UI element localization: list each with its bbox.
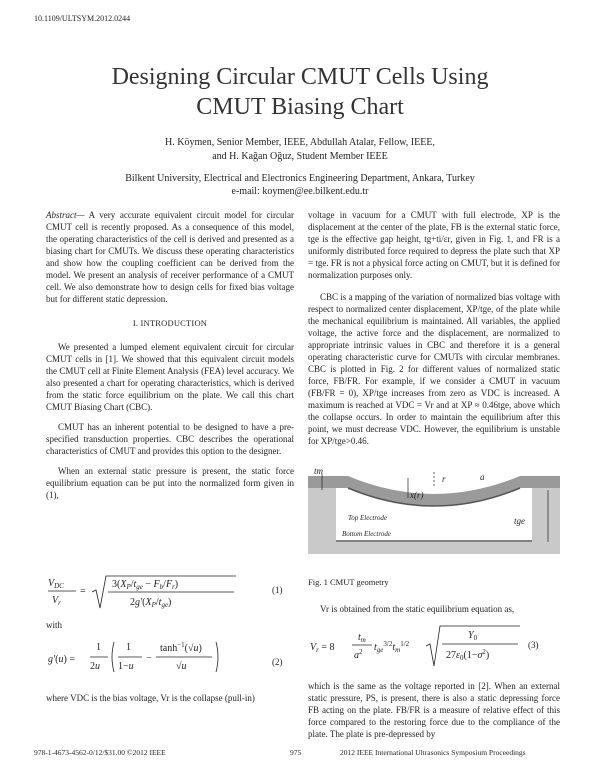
label-r: r (442, 474, 446, 484)
svg-text:27ε0(1−σ2): $27\varepsilon_0(1-\sigma^2)$ (446, 648, 490, 662)
cmut-geometry-figure (308, 468, 560, 570)
svg-text:tm: $t_m$ (358, 632, 366, 644)
right-paragraph-2: CBC is a mapping of the variation of normalized bias voltage with respect to normalized center displacement, XP/tge, of the plate while the mechanical equilibrium is maintained. All variables, the applied voltage, the active force and the displacement, are normalized to appropriate intrinsic values in CBC and therefore it is a general operating characteristic curve for CMUTs with circular membranes. CBC is plotted in Fig. 2 for different values of normalized static force, FB/FR. For example, if we consider a CMUT in vacuum (FB/FR = 0), XP/tge increases from zero as VDC is increased. A maximum is reached at VDC = Vr and at XP ≈ 0.46tge, above which the collapse occurs. In order to maintain the equilibrium after this point, we must decrease VDC. However, the equilibrium is unstable for XP/tge>0.46. (308, 292, 560, 446)
right-paragraph-1: voltage in vacuum for a CMUT with full electrode, XP is the displacement at the center of the plate, FB is the external static force, tge is the effective gap height, tg+ti/εr, given in Fig. 1, and FR is a uniformly distributed force required to depress the plate such that XP = tge. FR is not a physical force acting on CMUT, but it is defined for normalization purposes only. (308, 210, 560, 280)
svg-text:Vr: $V_r$ (52, 595, 61, 607)
equation-1 (46, 572, 246, 614)
equation-1-number: (1) (272, 585, 283, 595)
email: e-mail: koymen@ee.bilkent.edu.tr (231, 186, 369, 197)
authors-line-2: and H. Kağan Oğuz, Student Member IEEE (212, 151, 388, 162)
svg-text:1: 1 (126, 642, 131, 653)
label-xr: x(r) (410, 490, 424, 500)
intro-paragraph-2: CMUT has an inherent potential to be designed to have a pre-specified transduction properties. CBC describes the operational characteristics of CMUT and provides this option to the designer. (46, 422, 294, 456)
svg-text:Y0: $Y_0$ (468, 630, 478, 642)
after-equation-2: where VDC is the bias voltage, Vr is the collapse (pull-in) (46, 693, 255, 703)
right-paragraph-4: which is the same as the voltage reported in [2]. When an external static pressure, PS, is present, there is also a static depressing force FB acting on the plate. FB/FR is a measure of relative effect of this force compared to the restoring force due to the compliance of the plate. The plate is pre-depressed by (308, 681, 560, 739)
intro-paragraph-3: When an external static pressure is present, the static force equilibrium equation can be put into the normalized form given in (1), (46, 466, 294, 500)
svg-text:=: = (80, 586, 86, 597)
svg-text:tanh−1(√u): $\tanh^{-1}(√u)$ (160, 641, 202, 654)
abstract-label: Abstract— (46, 210, 85, 220)
intro-paragraph-1: We presented a lumped element equivalent circuit for circular CMUT cells in [1]. We showed that this equivalent circuit models the CMUT cell at Finite Element Analysis (FEA) level accuracy. We also presented a chart for operating characteristics, which is derived from the static force equilibrium on the plate. We call this chart CMUT Biasing Chart (CBC). (46, 342, 294, 412)
left-column (46, 209, 294, 509)
abstract (46, 209, 294, 305)
svg-text:VDC: $V_{DC}$ (48, 578, 64, 590)
svg-text:g'(u) =: g'(u) = (48, 654, 75, 665)
label-tge: tge (514, 516, 525, 526)
doi: 10.1109/ULTSYM.2012.0244 (34, 14, 131, 23)
footer-page-number: 975 (290, 748, 302, 757)
with-label: with (46, 620, 63, 630)
authors-line-1: H. Köymen, Senior Member, IEEE, Abdullah Atalar, Fellow, IEEE, (165, 137, 435, 148)
figure-caption: Fig. 1 CMUT geometry (308, 577, 389, 587)
right-column-top (308, 209, 560, 455)
svg-text:3(XP/tge − Fb/Fr): $3(X_P/t_{ge} - F_b/F_r)$ (112, 579, 179, 591)
paper-title-line-1: Designing Circular CMUT Cells Using (111, 64, 489, 90)
equation-3-number: (3) (528, 640, 539, 650)
label-a: a (480, 472, 485, 482)
right-paragraph-3: Vr is obtained from the static equilibrium equation as, (320, 604, 515, 614)
svg-text:1−u: 1−u (118, 661, 134, 672)
svg-text:2u: 2u (90, 661, 100, 672)
paper-title-line-2: CMUT Biasing Chart (196, 94, 404, 120)
equation-2 (46, 636, 246, 686)
svg-text:−: − (146, 653, 152, 664)
svg-text:a2: $a^2$ (354, 648, 363, 661)
svg-text:2g'(XP/tge): $2g'(X_P/t_{ge})$ (130, 597, 172, 609)
footer-proceedings: 2012 IEEE International Ultrasonics Symposium Proceedings (340, 748, 526, 757)
abstract-text: A very accurate equivalent circuit model for circular CMUT cell is recently proposed. As a consequence of this model, the operating characteristics of the cell is derived and presented as a biasing chart for CMUTs. We discuss these operating characteristics and show how the coupling coefficient can be derived from the model. We present an analysis of receiver performance of a CMUT cell. We also demonstrate how to design cells for fixed bias voltage but for different static depression. (46, 210, 294, 304)
section-heading: I. INTRODUCTION (132, 318, 208, 328)
equation-2-number: (2) (272, 657, 283, 667)
svg-text:Vr = 8: $V_r = 8$ (310, 642, 335, 654)
svg-text:1: 1 (96, 642, 101, 653)
label-bottom-electrode: Bottom Electrode (342, 530, 391, 538)
affiliation: Bilkent University, Electrical and Electronics Engineering Department, Ankara, Turkey (125, 173, 475, 184)
equation-3 (308, 622, 528, 672)
svg-text:√u: √u (176, 661, 187, 672)
svg-text:tge3/2tm1/2: $t_{ge}^{3/2}t_m^{1/2}$ (374, 640, 410, 654)
footer-isbn: 978-1-4673-4562-0/12/$31.00 ©2012 IEEE (34, 748, 166, 757)
label-top-electrode: Top Electrode (348, 514, 387, 522)
label-tm: tm (314, 468, 323, 476)
